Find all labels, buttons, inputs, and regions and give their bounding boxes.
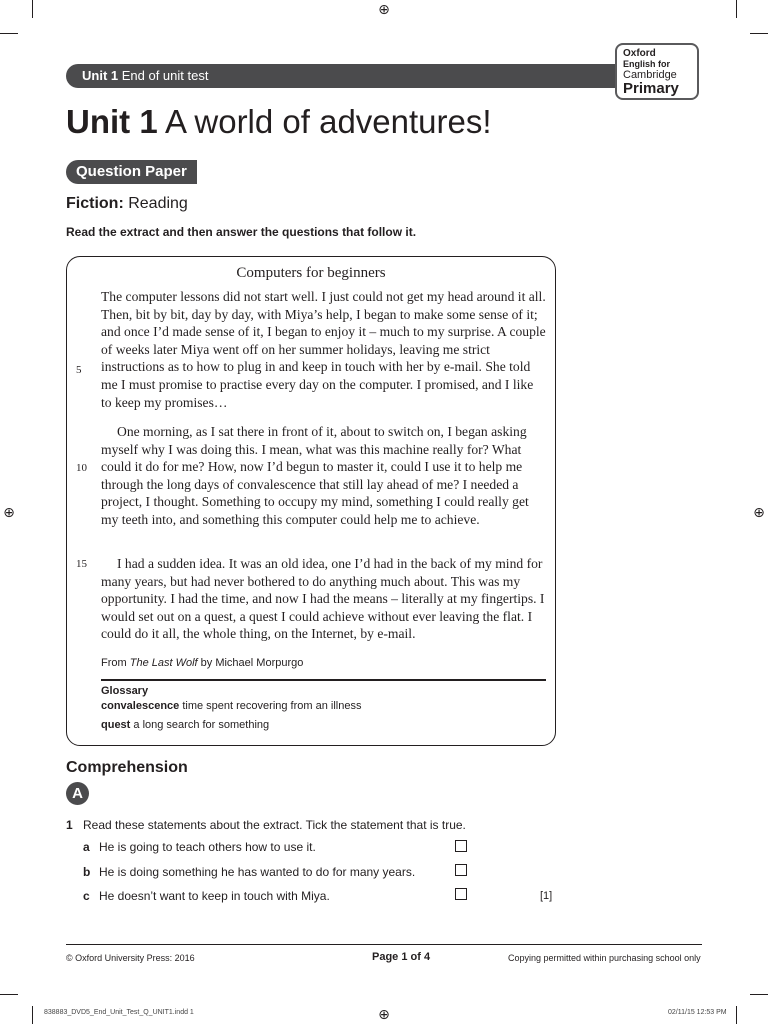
source-title: The Last Wolf [129,657,198,669]
crop-mark [736,0,737,18]
crop-mark [32,1006,33,1024]
extract-paragraph [101,423,547,529]
source-author: by Michael Morpurgo [197,657,304,669]
extract-title: Computers for beginners [236,265,386,281]
file-slug: 838883_DVD5_End_Unit_Test_Q_UNIT1.indd 1 [44,1009,194,1016]
copyright-text: © Oxford University Press: 2016 [66,953,195,963]
registration-mark-icon: ⊕ [378,2,390,18]
glossary-item [101,699,361,713]
option-text: He is doing something he has wanted to do for many years. [99,865,416,879]
crop-mark [750,33,768,34]
extract-source [101,656,303,670]
page-title [66,102,492,142]
unit-label: Unit 1 [82,68,119,83]
oxford-logo [615,43,699,100]
line-number: 10 [76,462,87,474]
date-slug: 02/11/15 12:53 PM [668,1009,727,1016]
option-a-checkbox[interactable] [455,840,467,852]
instruction-text: Read the extract and then answer the questions that follow it. [66,225,417,239]
marks-label: [1] [540,890,553,902]
option-letter: a [83,840,90,854]
extract-paragraph [101,555,547,643]
section-name: Reading [123,195,188,212]
option-text: He is going to teach others how to use it. [99,840,316,854]
part-badge: A [66,782,89,805]
paragraph-text: One morning, as I sat there in front of it, about to switch on, I began asking myself why I was doing this. I mean, what was this machine really for? What could it do for me? How, now I’d begun to master it, could I use it to help me through the long days of convalescence that still lay ahead of me? I needed a project, I thought. Something to occupy my mind, something I could really get my teeth into, and something this computer could help me to achieve. [101,424,529,527]
divider [101,679,546,681]
registration-mark-icon: ⊕ [378,1007,390,1023]
permission-text: Copying permitted within purchasing school only [508,953,701,963]
logo-line-primary: Primary [623,80,679,97]
question-text: Read these statements about the extract. Tick the statement that is true. [83,818,466,832]
option-b-checkbox[interactable] [455,864,467,876]
logo-line-oxford: Oxford [623,48,656,59]
option-c-checkbox[interactable] [455,888,467,900]
crop-mark [0,994,18,995]
title-text: A world of adventures! [157,103,492,140]
crop-mark [32,0,33,18]
source-prefix: From [101,657,130,669]
registration-mark-icon: ⊕ [753,505,765,521]
option-text: He doesn’t want to keep in touch with Miya. [99,889,330,903]
unit-header-bar [66,64,626,88]
logo-line-cambridge: Cambridge [623,69,677,81]
glossary-term: quest [101,719,131,731]
crop-mark [736,1006,737,1024]
page-number: Page 1 of 4 [372,951,431,963]
paragraph-text: The computer lessons did not start well. I just could not get my head around it all. Then, bit by bit, day by day, with Miya’s help, I began to make some sense of it; and once I’d made sense of it, I began to enjoy it – much to my surprise. A couple of weeks later Miya went off on her summer holidays, leaving me strict instructions as to how to plug in and keep in touch with her by e-mail. She told me I must promise to practise every day on the computer. I promised, and I like to keep my promises… [101,289,546,410]
paragraph-text: I had a sudden idea. It was an old idea, one I’d had in the back of my mind for many years, but had never bothered to do anything much about. This was my opportunity. I had the time, and now I had the means – literally at my fingertips. I would set out on a quest, a quest I could achieve without ever leaving the flat. I could do it all, the whole thing, on the Internet, by e-mail. [101,556,545,642]
option-letter: b [83,865,91,879]
line-number: 5 [76,364,82,376]
crop-mark [750,994,768,995]
registration-mark-icon: ⊕ [3,505,15,521]
glossary-item [101,718,269,732]
crop-mark [0,33,18,34]
question-number: 1 [66,818,73,832]
section-type: Fiction: [66,195,124,212]
glossary-term: convalescence [101,700,180,712]
unit-test-label: End of unit test [118,68,209,83]
question-paper-badge: Question Paper [66,160,197,184]
glossary-definition: a long search for something [130,719,270,731]
glossary-heading: Glossary [101,685,149,697]
logo-line-english: English for [623,59,670,69]
section-heading [66,194,188,214]
option-letter: c [83,889,90,903]
line-number: 15 [76,558,87,570]
comprehension-heading: Comprehension [66,759,188,776]
title-unit: Unit 1 [66,103,158,140]
glossary-definition: time spent recovering from an illness [179,700,362,712]
footer-divider [66,944,702,945]
extract-paragraph [101,288,547,411]
